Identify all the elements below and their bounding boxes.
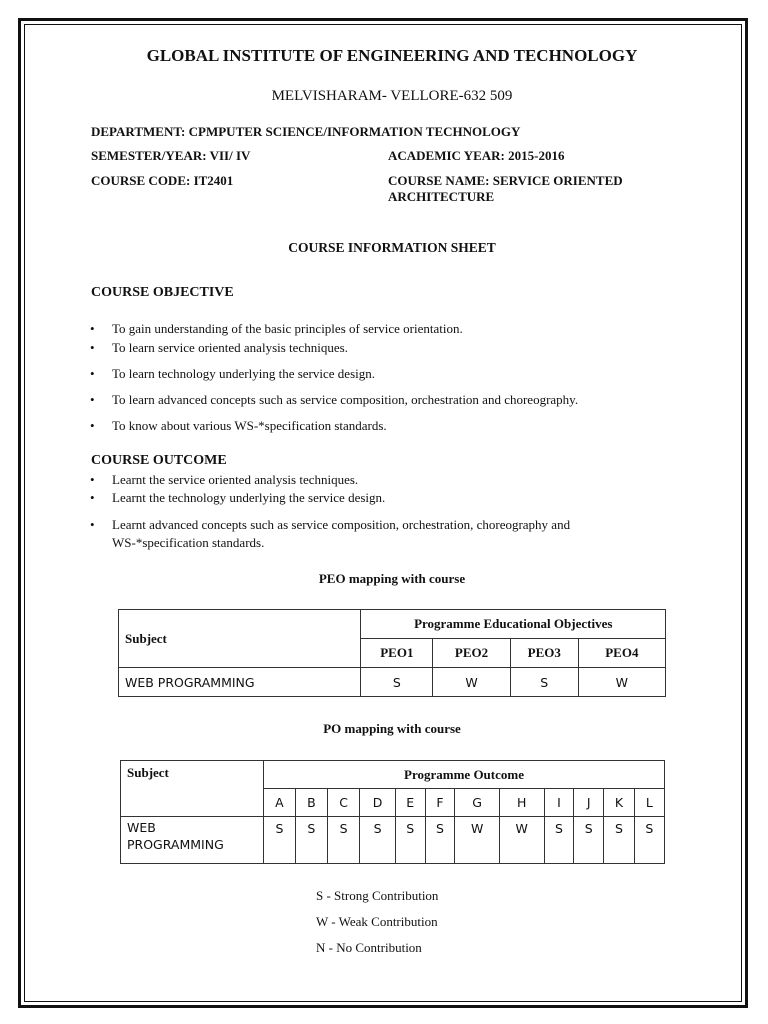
po-column-header: A <box>264 789 296 817</box>
objective-item: • To learn technology underlying the service design. <box>112 366 375 382</box>
course-name-label-cont: ARCHITECTURE <box>388 189 495 204</box>
po-cell: W <box>455 817 500 864</box>
po-table-caption: PO mapping with course <box>323 721 461 736</box>
outcome-item: • Learnt advanced concepts such as service composition, orchestration, choreography and <box>112 517 570 533</box>
objective-item: • To gain understanding of the basic principles of service orientation. <box>112 321 463 337</box>
legend-none: N - No Contribution <box>316 940 422 955</box>
department-label: DEPARTMENT: CPMPUTER SCIENCE/INFORMATION TECHNOLOGY <box>91 124 521 139</box>
peo-mapping-table <box>118 609 666 697</box>
po-cell: S <box>327 817 359 864</box>
objective-item: • To learn service oriented analysis techniques. <box>112 340 348 356</box>
po-cell: S <box>360 817 395 864</box>
peo-subject-header: Subject <box>119 610 361 668</box>
peo-row-subject: WEB PROGRAMMING <box>119 668 361 697</box>
po-mapping-table <box>120 760 665 864</box>
sheet-title: COURSE INFORMATION SHEET <box>288 240 496 255</box>
po-column-header: I <box>544 789 574 817</box>
peo-cell: W <box>578 668 665 697</box>
objective-item: • To know about various WS-*specification standards. <box>112 418 387 434</box>
peo-cell: S <box>361 668 433 697</box>
table-row <box>121 817 665 864</box>
legend-weak: W - Weak Contribution <box>316 914 438 929</box>
po-column-header: F <box>425 789 455 817</box>
po-column-header: D <box>360 789 395 817</box>
po-cell: S <box>264 817 296 864</box>
po-column-header: H <box>499 789 544 817</box>
institute-title: GLOBAL INSTITUTE OF ENGINEERING AND TECHNOLOGY <box>146 46 638 65</box>
po-column-header: B <box>295 789 327 817</box>
po-column-header: E <box>395 789 425 817</box>
po-column-header: J <box>574 789 604 817</box>
peo-group-header: Programme Educational Objectives <box>361 610 666 639</box>
po-subject-header: Subject <box>121 761 264 817</box>
po-row-subject <box>121 817 264 864</box>
po-row-subject-line2: PROGRAMMING <box>127 837 224 852</box>
po-cell: S <box>425 817 455 864</box>
po-column-header: K <box>604 789 635 817</box>
objective-item: • To learn advanced concepts such as service composition, orchestration and choreography. <box>112 392 578 408</box>
po-cell: W <box>499 817 544 864</box>
outcome-item: • Learnt the service oriented analysis techniques. <box>112 472 358 488</box>
po-row-subject-line1: WEB <box>127 820 156 835</box>
po-group-header: Programme Outcome <box>264 761 665 789</box>
outcome-item: • Learnt the technology underlying the service design. <box>112 490 385 506</box>
legend-strong: S - Strong Contribution <box>316 888 439 903</box>
peo-cell: W <box>433 668 511 697</box>
peo-cell: S <box>510 668 578 697</box>
academic-year-label: ACADEMIC YEAR: 2015-2016 <box>388 148 565 163</box>
po-cell: S <box>574 817 604 864</box>
outcome-item-cont: WS-*specification standards. <box>112 535 265 550</box>
table-row <box>119 668 666 697</box>
po-cell: S <box>604 817 635 864</box>
semester-label: SEMESTER/YEAR: VII/ IV <box>91 148 251 163</box>
po-column-header: L <box>634 789 664 817</box>
peo-column-header: PEO2 <box>433 639 511 668</box>
peo-column-header: PEO3 <box>510 639 578 668</box>
outcome-heading: COURSE OUTCOME <box>91 453 227 468</box>
po-column-header: G <box>455 789 500 817</box>
objective-heading: COURSE OBJECTIVE <box>91 285 234 300</box>
peo-column-header: PEO4 <box>578 639 665 668</box>
peo-table-caption: PEO mapping with course <box>318 571 466 586</box>
po-cell: S <box>395 817 425 864</box>
institute-location: MELVISHARAM- VELLORE-632 509 <box>271 88 513 104</box>
po-cell: S <box>295 817 327 864</box>
course-code-label: COURSE CODE: IT2401 <box>91 173 234 188</box>
po-cell: S <box>634 817 664 864</box>
peo-column-header: PEO1 <box>361 639 433 668</box>
course-name-label: COURSE NAME: SERVICE ORIENTED <box>388 173 623 188</box>
po-column-header: C <box>327 789 359 817</box>
po-cell: S <box>544 817 574 864</box>
